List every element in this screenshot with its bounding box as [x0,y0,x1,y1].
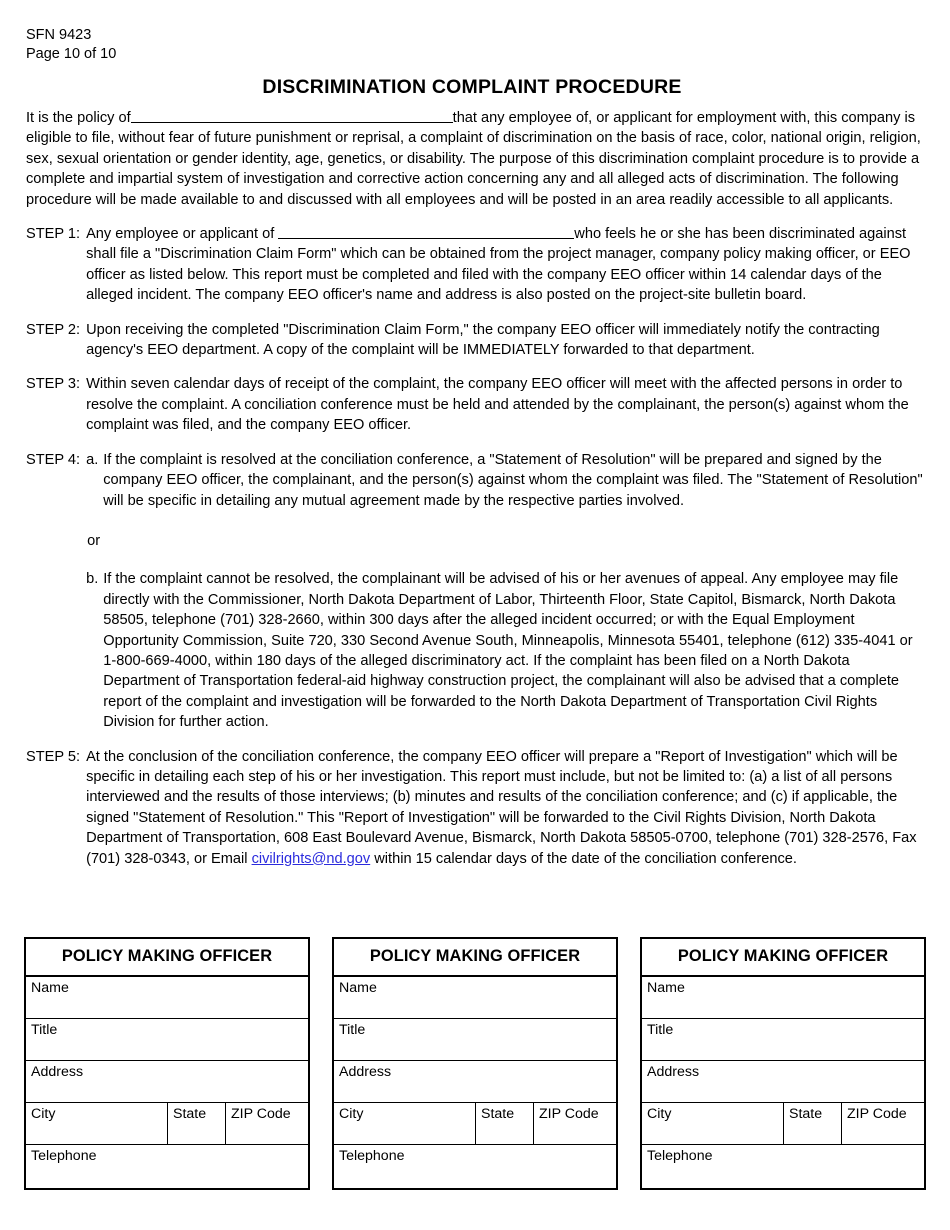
step-5-body [86,747,926,869]
policy-making-officer-tables [24,937,926,1190]
table-1-title-label: Title [31,1022,58,1038]
step-4 [26,450,926,733]
step-4-item-a-marker: a. [86,451,99,468]
step-5-text-before-email: At the conclusion of the conciliation conference, the company EEO officer will prepare a "Report of Investigation" which will be specific in detailing each step of his or her investigation. This report must include, but not be limited to: (a) a list of all persons interviewed and the results of those interviews; (b) minutes and results of the conciliation conference; and (c) if applicable, the signed "Statement of Resolution." This "Report of Investigation" will be forwarded to the Civil Rights Division, North Dakota Department of Transportation, 608 East Boulevard Avenue, Bismarck, North Dakota 58505-0700, telephone (701) 328-2576, Fax (701) 328-0343, or Email [86,748,917,867]
table-2-name-label: Name [339,980,377,996]
form-header [26,26,926,64]
step-1-label: STEP 1: [26,226,81,243]
table-3-telephone-label: Telephone [647,1148,713,1164]
step-1 [26,224,926,306]
page-title: DISCRIMINATION COMPLAINT PROCEDURE [262,76,682,98]
table-1-zip-field[interactable] [226,1103,308,1144]
step-4-item-b [86,569,926,732]
intro-text-before-blank: It is the policy of [26,110,131,126]
table-1-address-field[interactable] [26,1061,308,1103]
step-1-body [86,224,926,306]
table-2-zip-label: ZIP Code [539,1106,599,1122]
step-5 [26,747,926,869]
table-1-city-label: City [31,1106,56,1122]
policy-making-officer-table-2 [332,937,618,1190]
table-1-state-field[interactable] [168,1103,226,1144]
table-2-telephone-label: Telephone [339,1148,405,1164]
step-4-item-a-text: If the complaint is resolved at the conciliation conference, a "Statement of Resolution" will be prepared and signed by the company EEO officer, the complainant, and the person(s) against whom the complaint was filed. The "Statement of Resolution" will be specific in detailing any mutual agreement made by the respective parties involved. [103,451,923,509]
table-2-city-label: City [339,1106,364,1122]
step-1-text-after-blank: who feels he or she has been discriminated against shall file a "Discrimination Claim Form" which can be obtained from the project manager, company policy making officer, or EEO officer as listed below. This report must be completed and filed with the company EEO officer within 14 calendar days of the alleged incident. The company EEO officer's name and address is also posted on the project-site bulletin board. [86,226,911,304]
table-3-title-field[interactable] [642,1019,924,1061]
table-1-state-label: State [173,1106,207,1122]
table-1-city-field[interactable] [26,1103,168,1144]
step-2 [26,320,926,361]
company-name-blank[interactable] [131,110,453,123]
intro-paragraph [26,108,926,210]
step-3-body [86,374,926,435]
table-3-city-state-zip-row [642,1103,924,1145]
step-4-item-b-text: If the complaint cannot be resolved, the complainant will be advised of his or her avenues of appeal. Any employee may file directly with the Commissioner, North Dakota Department of Labor, Thirteenth Floor, State Capitol, Bismarck, North Dakota 58505, telephone (701) 328-2660, within 300 days after the alleged incident occurred; or with the Equal Employment Opportunity Commission, Suite 720, 330 Second Avenue South, Minneapolis, Minnesota 55401, telephone (612) 335-4041 or 1-800-669-4000, within 180 days of the alleged discriminatory act. If the complaint has been filed on a North Dakota Department of Transportation federal-aid highway construction project, the complainant will also be advised that a complete report of the complaint and investigation will be forwarded to the North Dakota Department of Transportation Civil Rights Division for further action. [103,571,913,731]
table-2-title-field[interactable] [334,1019,616,1061]
table-2-state-label: State [481,1106,515,1122]
table-1-name-field[interactable] [26,977,308,1019]
step-5-text-after-email: within 15 calendar days of the date of the conciliation conference. [370,850,797,867]
step-1-text-before-blank: Any employee or applicant of [86,226,275,243]
table-2-state-field[interactable] [476,1103,534,1144]
step-5-label: STEP 5: [26,748,81,765]
table-1-city-state-zip-row [26,1103,308,1145]
step-3-label: STEP 3: [26,376,81,393]
table-2-telephone-field[interactable] [334,1145,616,1188]
step-2-label: STEP 2: [26,321,81,338]
form-number: SFN 9423 [26,27,92,43]
table-3-telephone-field[interactable] [642,1145,924,1188]
table-1-zip-label: ZIP Code [231,1106,291,1122]
step-4-item-a [86,450,926,511]
step-4-body [86,450,926,733]
table-1-heading: POLICY MAKING OFFICER [26,939,308,977]
table-3-title-label: Title [647,1022,674,1038]
page-number: Page 10 of 10 [26,46,117,62]
table-3-zip-label: ZIP Code [847,1106,907,1122]
table-3-heading: POLICY MAKING OFFICER [642,939,924,977]
table-1-address-label: Address [31,1064,84,1080]
policy-making-officer-table-1 [24,937,310,1190]
table-3-zip-field[interactable] [842,1103,924,1144]
civil-rights-email-link[interactable]: civilrights@nd.gov [251,850,371,867]
table-3-address-label: Address [647,1064,700,1080]
table-3-name-field[interactable] [642,977,924,1019]
step-4-or-separator: or [87,532,101,549]
table-2-name-field[interactable] [334,977,616,1019]
intro-text-after-blank: that any employee of, or applicant for employment with, this company is eligible to file, without fear of future punishment or reprisal, a complaint of discrimination on the basis of race, color, national origin, religion, sex, sexual orientation or gender identity, age, genetics, or disability. The purpose of this discrimination complaint procedure is to provide a complete and impartial system of investigation and corrective action concerning any and all alleged acts of discrimination. The following procedure will be made available to and discussed with all employees and will be posted in an area readily accessible to all applicants. [26,110,921,208]
table-2-address-label: Address [339,1064,392,1080]
step-1-company-blank[interactable] [278,226,574,239]
step-4-label: STEP 4: [26,451,81,468]
table-2-city-state-zip-row [334,1103,616,1145]
table-3-city-field[interactable] [642,1103,784,1144]
table-3-state-label: State [789,1106,823,1122]
table-1-title-field[interactable] [26,1019,308,1061]
step-2-text: Upon receiving the completed "Discrimination Claim Form," the company EEO officer will immediately notify the contracting agency's EEO department. A copy of the complaint will be IMMEDIATELY forwarded to that department. [86,321,880,359]
table-3-address-field[interactable] [642,1061,924,1103]
table-1-telephone-label: Telephone [31,1148,97,1164]
table-2-city-field[interactable] [334,1103,476,1144]
table-2-zip-field[interactable] [534,1103,616,1144]
step-4-item-b-marker: b. [86,571,99,588]
step-2-body [86,320,926,361]
table-2-title-label: Title [339,1022,366,1038]
table-1-telephone-field[interactable] [26,1145,308,1188]
table-3-city-label: City [647,1106,672,1122]
table-1-name-label: Name [31,980,69,996]
table-3-name-label: Name [647,980,685,996]
step-3-text: Within seven calendar days of receipt of the complaint, the company EEO officer will meet with the affected persons in order to resolve the complaint. A conciliation conference must be held and attended by the complainant, the person(s) against whom the complaint was filed, and the company EEO officer. [86,376,909,434]
table-2-address-field[interactable] [334,1061,616,1103]
step-3 [26,374,926,435]
table-2-heading: POLICY MAKING OFFICER [334,939,616,977]
table-3-state-field[interactable] [784,1103,842,1144]
policy-making-officer-table-3 [640,937,926,1190]
